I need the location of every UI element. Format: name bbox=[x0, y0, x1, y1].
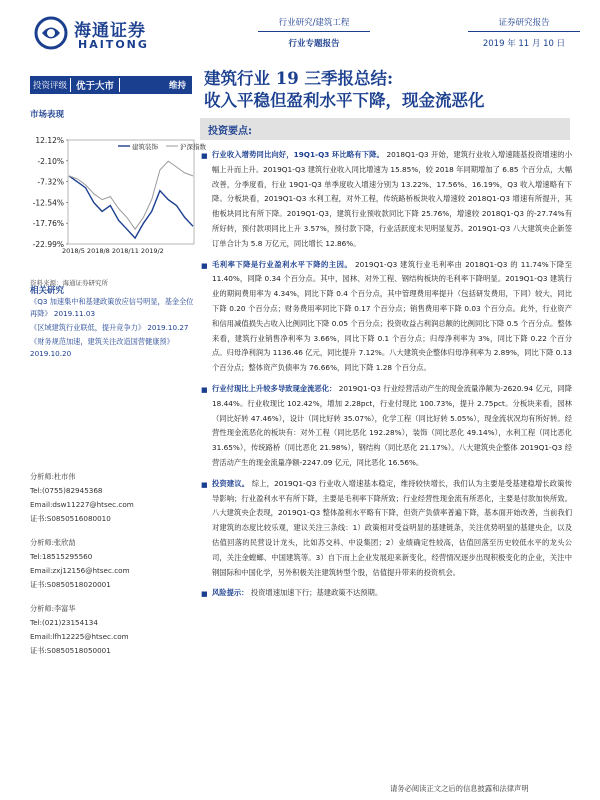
report-type-label: 行业专题报告 bbox=[288, 39, 340, 49]
key-point-text: 2019Q1-Q3 行业经营活动产生的现金流量净额为-2620.94 亿元，同降 18.44%。行业收现比 102.42%，增加 2.28pct，行业付现比 100.73%，提升 2.75pct。分板块来看，园林（同比好转 47.46%），设计（同比好转 35.07%），化学工程（同比好转 5.05%），现金流状况均有所好转。经营性现金流恶化的板块有：对外工程（同比恶化 192.28%），装饰（同比恶化 49.14%），水利工程（同比恶化 31.65%），传统路桥（同比恶化 21.98%），钢结构（同比恶化 21.17%）。八大建筑央企整体 2019Q1-Q3 经营活动产生的现金流量净额-2247.09 亿元，同比恶化 16.56%。 bbox=[212, 383, 573, 467]
key-point-paragraph bbox=[200, 477, 572, 581]
related-date: 2019.10.27 bbox=[147, 323, 189, 332]
key-points-title: 投资要点: bbox=[208, 125, 252, 137]
report-category bbox=[258, 16, 370, 49]
analyst-role: 分析师:杜市伟 bbox=[30, 472, 76, 481]
rating-value: 优于大市 bbox=[70, 78, 120, 92]
analyst-email[interactable]: Email:dsw11227@htsec.com bbox=[30, 500, 134, 509]
related-date: 2019.10.20 bbox=[30, 349, 72, 358]
legend-label-2: 沪深指数 bbox=[180, 143, 206, 151]
key-points-header bbox=[200, 118, 570, 140]
key-point-lead: 行业付现比上升较多导致现金流恶化： bbox=[212, 383, 337, 393]
market-chart bbox=[30, 136, 206, 256]
key-point-paragraph bbox=[200, 382, 572, 471]
legend-label-1: 建筑装饰 bbox=[132, 143, 158, 151]
report-date: 2019 年 11 月 10 日 bbox=[482, 39, 566, 49]
category-label: 行业研究/建筑工程 bbox=[258, 16, 370, 32]
logo-icon bbox=[34, 16, 68, 50]
series-line-2 bbox=[69, 161, 193, 229]
bullet-icon: ■ bbox=[201, 385, 208, 394]
key-point-lead: 行业收入增势同比向好，19Q1-Q3 环比略有下降。 bbox=[212, 150, 384, 159]
related-item[interactable] bbox=[30, 296, 196, 320]
y-tick-label: -12.54% bbox=[32, 198, 64, 208]
rating-bar bbox=[30, 76, 192, 94]
report-meta bbox=[468, 16, 580, 49]
key-point-paragraph bbox=[200, 258, 572, 376]
related-title: 《财务规范加速，建筑关注改造国营健康预》 bbox=[30, 337, 174, 346]
analyst-email[interactable]: Email:zxj12156@htsec.com bbox=[30, 566, 130, 575]
key-points-body bbox=[200, 148, 572, 607]
related-item[interactable] bbox=[30, 336, 196, 360]
related-title: 《区域建筑行业联低，提升竞争力》 bbox=[30, 323, 146, 332]
key-point-text: 2019Q1-Q3 建筑行业毛利率由 2018Q1-Q3 的 11.74%下降至 11.40%，同降 0.34 个百分点。其中，园林、对外工程、钢结构板块的毛利率下降明显。2019Q1-Q3 建筑行业的期间费用率为 4.34%，同比下降 0.4 个百分点，其中管理费用率提升（包括研发费用，下同）较大，同比下降 0.20 个百分点；财务费用率同比下降 0.17 个百分点；销售费用率下降 0.03 个百分点。此外，行业资产和信用减值损失占收入比例同比下降 0.05 个百分点；投资收益占利润总额的比例同比下降 0.5 个百分点。整体来看，建筑行业销售净利率为 3.66%，同比下降 0.1 个百分点；归母净利率为 3%，同比下降 0.22 个百分点。归母净利润为 1136.46 亿元，同比提升 7.12%。八大建筑央企整体归母净利率为 2.89%，同比下降 0.13 个百分点；整体资产负债率为 76.66%，同比下降 1.28 个百分点。 bbox=[212, 259, 572, 373]
rating-action: 维持 bbox=[168, 81, 186, 91]
key-point-paragraph bbox=[200, 148, 572, 252]
report-right-title: 证券研究报告 bbox=[468, 16, 580, 32]
logo-chinese: 海通证券 bbox=[74, 21, 146, 41]
y-tick-label: -2.10% bbox=[37, 156, 64, 166]
related-title: 《Q3 加速集中和基建政策放应信号明显，基金全位再降》 bbox=[30, 297, 194, 318]
series-line-1 bbox=[69, 176, 193, 238]
bullet-icon: ■ bbox=[201, 261, 208, 270]
bullet-icon: ■ bbox=[201, 152, 208, 160]
key-point-lead: 风险提示： bbox=[212, 588, 249, 598]
related-section-title: 相关研究 bbox=[30, 286, 65, 296]
title-line-1: 建筑行业 19 三季报总结: bbox=[204, 69, 394, 88]
y-tick-label: 12.12% bbox=[35, 136, 64, 145]
analyst-tel: Tel:18515295560 bbox=[30, 552, 93, 561]
logo-english: HAITONG bbox=[78, 38, 149, 51]
related-list bbox=[30, 296, 196, 362]
key-point-paragraph bbox=[200, 586, 572, 601]
key-point-text: 综上，2019Q1-Q3 行业收入增速基本稳定，维持较快增长，我们认为主要是受基建稳增长政策传导影响；行业盈利水平有所下降，主要是毛利率下降所致；行业经营性现金流有所恶化，主要是付款加快所致。八大建筑央企表现，2019Q1-Q3 整体盈利水平略有下降，但资产负债率普遍下降，基本面开始改善，当前我们对建筑的态度比较乐观，建议关注三条线：1）政策相对受益明显的基建链条，关注优势明显的基建央企，以及估值回落的民营设计龙头，比如苏交科、中设集团；2）业绩确定性较高，估值回落至历史较低水平的龙头公司，关注金螳螂、中国建筑等。3）自下而上企业发展迎来新变化，经营情况逐步出现积极变化的企业，关注中钢国际和中国化学，另外积极关注建筑转型个股，估值提升带来的投资机会。 bbox=[212, 478, 573, 577]
key-point-text: 投资增速加速下行；基建政策不达预期。 bbox=[250, 588, 383, 598]
disclaimer-footer: 请务必阅读正文之后的信息披露和法律声明 bbox=[390, 784, 529, 793]
bullet-icon: ■ bbox=[201, 590, 208, 599]
chart-frame bbox=[68, 140, 194, 244]
key-point-lead: 毛利率下降是行业盈利水平下降的主因。 bbox=[212, 259, 353, 269]
analyst-cert: 证书:S0850516080010 bbox=[30, 514, 111, 523]
related-date: 2019.11.03 bbox=[53, 309, 96, 318]
analyst-role: 分析师:张欣劼 bbox=[30, 538, 76, 547]
y-tick-label: -22.99% bbox=[32, 240, 64, 249]
y-tick-label: -7.32% bbox=[37, 177, 64, 187]
analyst-email[interactable]: Email:lfh12225@htsec.com bbox=[30, 632, 129, 641]
chart-source: 资料来源：海通证券研究所 bbox=[30, 279, 108, 287]
title-line-2: 收入平稳但盈利水平下降，现金流恶化 bbox=[204, 91, 485, 110]
company-logo bbox=[34, 12, 164, 56]
x-tick-labels: 2018/5 2018/8 2018/11 2019/2 bbox=[62, 247, 164, 255]
analyst-list bbox=[30, 470, 196, 658]
analyst-role: 分析师:李富华 bbox=[30, 604, 76, 613]
analyst-tel: Tel:(0755)82945368 bbox=[30, 486, 103, 495]
market-chart-svg bbox=[30, 136, 206, 276]
y-tick-label: -17.76% bbox=[32, 219, 64, 229]
key-point-lead: 投资建议。 bbox=[212, 478, 250, 488]
analyst-cert: 证书:S0850518050001 bbox=[30, 646, 111, 655]
related-item[interactable] bbox=[30, 322, 196, 334]
report-title bbox=[204, 68, 485, 112]
bullet-icon: ■ bbox=[201, 480, 208, 489]
market-section-title: 市场表现 bbox=[30, 110, 65, 120]
analyst-cert: 证书:S0850518020001 bbox=[30, 580, 111, 589]
key-point-text: 2018Q1-Q3 开始，建筑行业收入增速随基投资增速的小幅上升而上升。2019Q1-Q3 建筑行业收入同比增速为 15.85%，较 2018 年同期增加了 6.85 个百分点，大幅改善，分季度看，行业 19Q1-Q3 单季度收入增速分别为 13.22%、17.56%、16.19%，Q3 收入增速略有下降。分板块看，2019Q1-Q3 水利工程，对外工程，传统路桥板块收入增速较 2018Q1-Q3 增速有所提升，其他板块同比有所下降。2019Q1-Q3，建筑行业预收款同比下降 25.76%，增速较 2018Q1-Q3 的-27.74%有所好转，预付款项同比上升 3.57%，预付款下降，行业活跃度未见明显复苏。2019Q1-Q3 八大建筑央企新签订单合计为 5.8 万亿元，同比增长 12.86%。 bbox=[212, 150, 572, 248]
rating-label: 投资评级 bbox=[33, 81, 68, 91]
analyst-tel: Tel:(021)23154134 bbox=[30, 618, 98, 627]
